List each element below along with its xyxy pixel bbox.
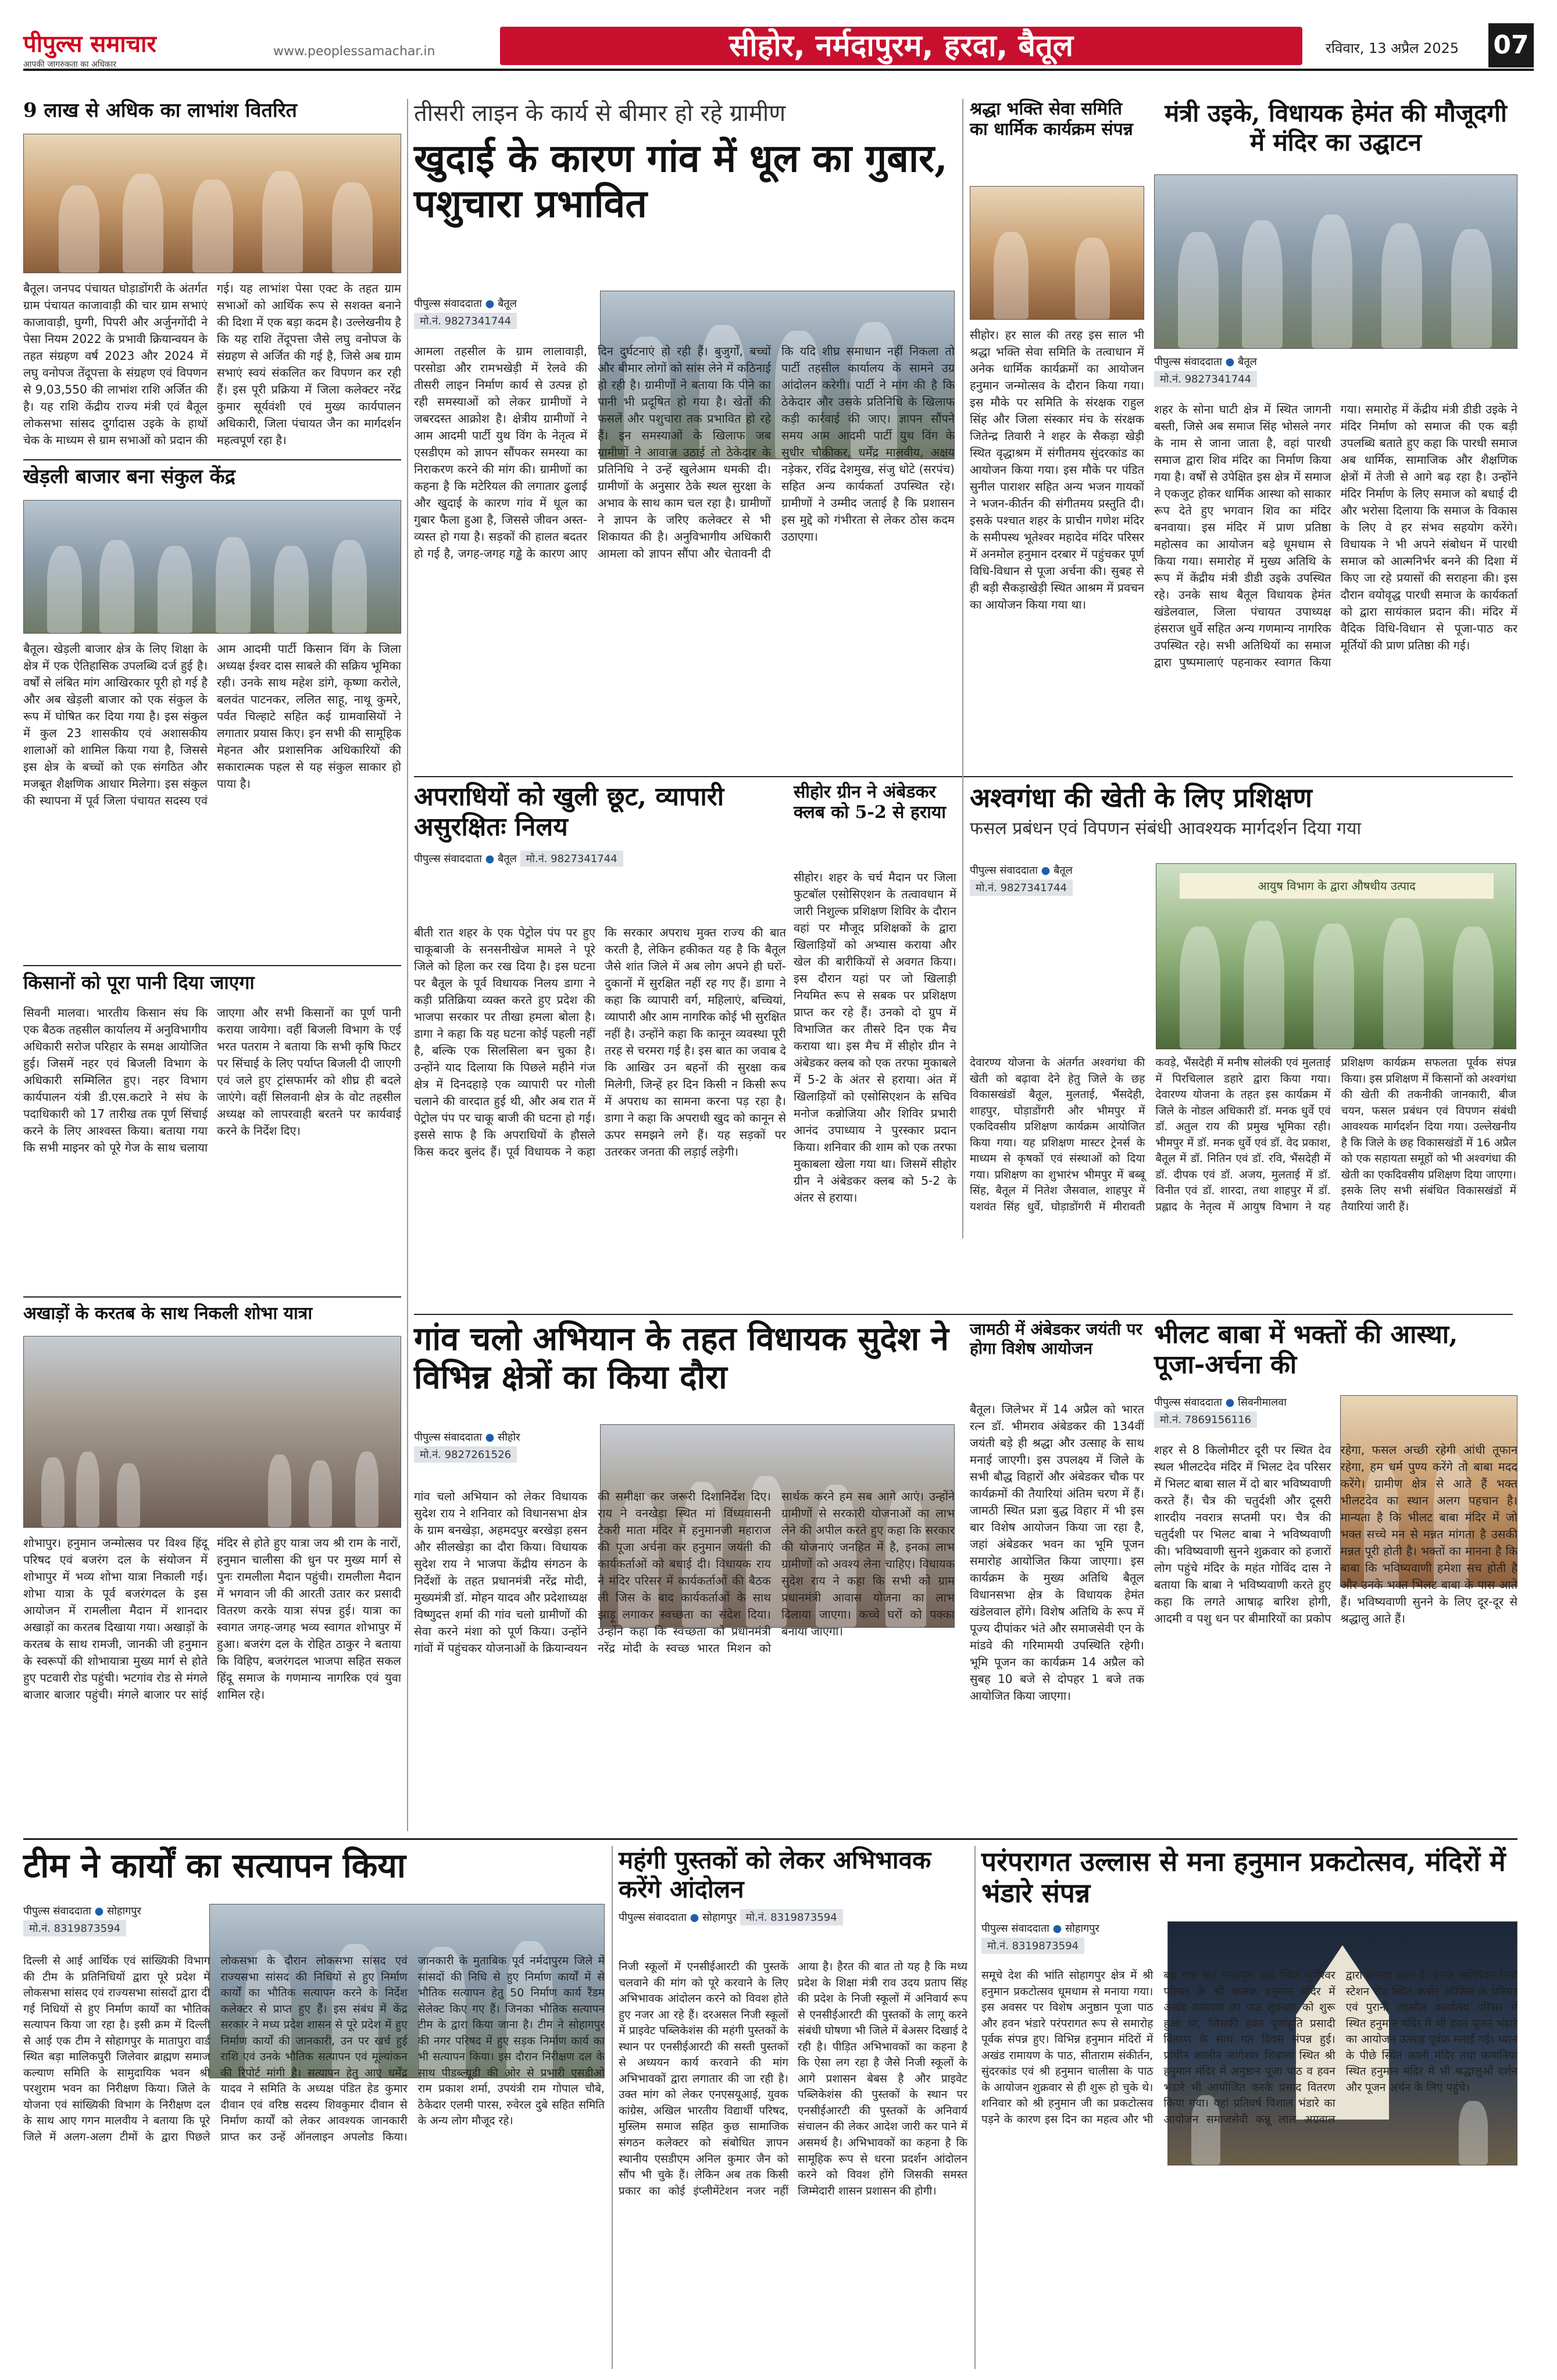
headline: किसानों को पूरा पानी दिया जाएगा xyxy=(23,971,255,994)
byline xyxy=(619,1907,967,1925)
bullet-icon: ● xyxy=(485,1431,495,1443)
reporter-mobile: मो.नं. 9827341744 xyxy=(1154,371,1257,387)
reporter-mobile: मो.नं. 7869156116 xyxy=(1154,1411,1257,1428)
headline: 9 लाख से अधिक का लाभांश वितरित xyxy=(23,99,297,122)
story-shraddha xyxy=(970,99,1144,767)
headline: खुदाई के कारण गांव में धूल का गुबार, पशुचारा प्रभावित xyxy=(414,135,948,226)
newspaper-logo[interactable] xyxy=(23,27,267,67)
bullet-icon: ● xyxy=(1225,1396,1235,1409)
reporter-name: पीपुल्स संवाददाता xyxy=(1154,356,1222,368)
story-verify xyxy=(23,1846,605,2369)
story-criminals xyxy=(414,782,786,1305)
story-body: सीहोर। शहर के चर्च मैदान पर जिला फुटबॉल एसोसिएशन के तत्वावधान में जारी निशुल्क प्रशिक्षण शिविर के दौरान वहां पर मौजूद प्रशिक्षकों के द्वारा खिलाड़ियों को अभ्यास कराया और खेल की बारीकियों से अवगत किया। इस दौरान यहां पर जो खिलाड़ी नियमित रूप से सबक पर प्रशिक्षण प्राप्त कर रहे हैं। उनको दो ग्रुप में विभाजित कर तीसरे दिन एक मैच कराया था। इस मैच में सीहोर ग्रीन ने अंबेडकर क्लब को एक तरफा मुकाबले में 5-2 के अंतर से हराया। अंत में खिलाड़ियों को एसोसिएशन के सचिव मनोज कन्नोजिया और शिविर प्रभारी आनंद उपाध्याय ने पुरस्कार प्रदान किया। शनिवार की शाम को एक तरफा मुकाबला खेला गया था। जिसमें सीहोर ग्रीन ने अंबेडकर क्लब को 5-2 के अंतर से हराया। xyxy=(794,870,956,1205)
bullet-icon: ● xyxy=(690,1911,699,1924)
story-body: गांव चलो अभियान को लेकर विधायक सुदेश राय ने शनिवार को विधानसभा क्षेत्र के ग्राम बनखेड़ा, अहमदपुर बरखेड़ा हसन और सीलखेड़ा का दौरा किया। विधायक सुदेश राय ने भाजपा केंद्रीय संगठन के निर्देशों के तहत प्रधानमंत्री नरेंद्र मोदी, मुख्यमंत्री डॉ. मोहन यादव और प्रदेशाध्यक्ष विष्णुदत्त शर्मा की गांव चलो ग्रामीणों की सेवा करने मंशा को पूर्ण किया। उन्होंने गांवों में पहुंचकर योजनाओं के क्रियान्वयन की समीक्षा कर जरूरी दिशानिर्देश दिए। राय ने वनखेड़ा स्थित मां विंध्यवासनी टेकरी माता मंदिर में हनुमानजी महाराज की पूजा अर्चना कर हनुमान जयंती की कार्यकर्ताओं को बधाई दी। विधायक राय ने मंदिर परिसर में कार्यकर्ताओं की बैठक ली जिस के बाद कार्यकर्ताओं के साथ झाड़ू लगाकर स्वच्छता का संदेश दिया। उन्होंने कहा कि स्वच्छता को प्रधानमंत्री नरेंद्र मोदी के स्वच्छ भारत मिशन को सार्थक करने हम सब आगे आएं। उन्होंने ग्रामीणों से सरकारी योजनाओं का लाभ लेने की अपील करते हुए कहा कि सरकार की योजनाएं जनहित में है, इनका लाभ ग्रामीणों को अवश्य लेना चाहिए। विधायक सुदेश राय ने कहा कि सभी को ग्राम प्रधानमंत्री आवास योजना का लाभ दिलाया जाएगा। कच्चे घरों को पक्का बनाया जाएगा। xyxy=(414,1489,955,1655)
story-photo xyxy=(23,500,401,634)
story-dividend xyxy=(23,99,401,453)
bullet-icon: ● xyxy=(1225,356,1235,368)
story-body: देवारण्य योजना के अंतर्गत अश्वगंधा की खेती को बढ़ावा देने हेतु जिले के छह विकासखंडों बैतूल, मुलताई, भैंसदेही, शाहपुर, घोड़ाडोंगरी और भीमपुर में एकदिवसीय प्रशिक्षण कार्यक्रम आयोजित किया गया। यह प्रशिक्षण मास्टर ट्रेनर्स के माध्यम से कृषकों एवं संस्थाओं को दिया गया। प्रशिक्षण का शुभारंभ भीमपुर में बब्बू सिंह, बैतूल में नितेश जैसवाल, शाहपुर में यशवंत सिंह धुर्वे, घोड़ाडोंगरी में मीरावती कवड़े, भैंसदेही में मनीष सोलंकी एवं मुलताई में पिरचिलाल डहारे द्वारा किया गया। देवारण्य योजना के तहत इस कार्यक्रम में जिले के नोडल अधिकारी डॉ. मनक धुर्वे एवं डॉ. अतुल राय की प्रमुख भूमिका रही। भीमपुर में डॉ. मनक धुर्वे एवं डॉ. वेद प्रकाश, बैतूल में डॉ. नितिन एवं डॉ. रवि, भैंसदेही में डॉ. दीपक एवं डॉ. अजय, मुलताई में डॉ. विनीत एवं डॉ. शारदा, तथा शाहपुर में डॉ. प्रह्लाद के नेतृत्व में आयुष विभाग ने यह प्रशिक्षण कार्यक्रम सफलता पूर्वक संपन्न किया। इस प्रशिक्षण में किसानों को अश्वगंधा की खेती की तकनीकी जानकारी, बीज चयन, फसल प्रबंधन एवं विपणन संबंधी आवश्यक मार्गदर्शन दिया गया। उल्लेखनीय है कि जिले के छह विकासखंडों में 16 अप्रैल को एक सहायता समूहों को भी अश्वगंधा की खेती का एकदिवसीय प्रशिक्षण दिया जाएगा। इसके लिए सभी संबंधित विकासखंडों में तैयारियां जारी हैं। xyxy=(970,1056,1516,1213)
dateline: सिवनीमालवा xyxy=(1238,1396,1287,1409)
story-books xyxy=(619,1846,967,2369)
story-body: दिल्ली से आई आर्थिक एवं सांख्यिकी विभाग की टीम के प्रतिनिधियों द्वारा पूरे प्रदेश में लोकसभा सांसद एवं राज्यसभा सांसदों द्वारा दी गई निधियों से हुए निर्माण कार्यों का भौतिक सत्यापन किया जा रहा है। इसी क्रम में दिल्ली से आई एक टीम ने सोहागपुर के मातापुरा वार्ड स्थित बड़ा मालिकपुरी जिलेवार ब्राह्मण समाज कल्याण समिति के सामुदायिक भवन श्री परशुराम भवन का निरीक्षण किया। जिले के योजना एवं सांख्यिकी विभाग के निरीक्षण दल के साथ आए गगन मालवीय ने बताया कि पूरे जिले में अलग-अलग टीमों के द्वारा पिछले लोकसभा के दौरान लोकसभा सांसद एवं राज्यसभा सांसद की निधियों से हुए निर्माण कार्यों का भौतिक सत्यापन करने के निर्देश कलेक्टर से प्राप्त हुए हैं। इस संबंध में केंद्र सरकार ने मध्य प्रदेश शासन से पूरे प्रदेश में हुए निर्माण कार्यों की जानकारी, उन पर खर्च हुई राशि एवं उनके भौतिक सत्यापन एवं मूल्यांकन की रिपोर्ट मांगी है। सत्यापन हेतु आए धर्मेंद्र यादव ने समिति के अध्यक्ष पंडित हेड कुमार दीवान एवं वरिष्ठ सदस्य शिवकुमार दीवान से निर्माण कार्यों को लेकर आवश्यक जानकारी प्राप्त कर उन्हें ऑनलाइन अपलोड किया। जानकारी के मुताबिक पूर्व नर्मदापुरम जिले में सांसदों की निधि से हुए निर्माण कार्यों में से भौतिक सत्यापन हेतु 50 निर्माण कार्य रैंडम सेलेक्ट किए गए हैं। जिनका भौतिक सत्यापन टीम के द्वारा किया जाना है। टीम ने सोहागपुर की नगर परिषद में हुए सड़क निर्माण कार्य का भी सत्यापन किया। इस दौरान निरीक्षण दल के साथ पीडब्ल्यूडी की ओर से प्रभारी एसडीओ राम प्रकाश शर्मा, उपयंत्री राम गोपाल चौबे, ठेकेदार एलमी पारस, रुवेरल दुबे सहित समिति के अन्य लोग मौजूद रहे। xyxy=(23,1954,605,2144)
dateline: सोहागपुर xyxy=(1065,1922,1099,1935)
reporter-mobile: मो.नं. 9827341744 xyxy=(414,313,517,329)
dateline: सोहागपुर xyxy=(107,1905,141,1917)
masthead xyxy=(23,23,1534,71)
story-subhead: फसल प्रबंधन एवं विपणन संबंधी आवश्यक मार्गदर्शन दिया गया xyxy=(970,819,1362,839)
story-ashwagandha xyxy=(970,782,1516,1235)
story-body: शोभापुर। हनुमान जन्मोत्सव पर विश्व हिंदू परिषद एवं बजरंग दल के संयोजन में शोभापुर में भव्य शोभा यात्रा निकाली गई। शोभा यात्रा के पूर्व बजरंगदल के इस आयोजन में रामलीला मैदान में शानदार अखाड़ों का करतब दिखाया गया। अखाड़ों के करतब के साथ रामजी, जानकी जी हनुमान के स्वरूपों की शोभायात्रा मुख्य मार्ग से होते हुए पटवारी रोड पहुंची। भटगांव रोड से मंगले बाजार बाजार पहुंची। मंगले बाजार पर सांई मंदिर से होते हुए यात्रा जय श्री राम के नारों, हनुमान चालीसा की धुन पर मुख्य मार्ग से पुनः रामलीला मैदान पहुंची। रामलीला मैदान में भगवान जी की आरती उतार कर प्रसादी वितरण करके यात्रा संपन्न हुई। यात्रा का स्वागत जगह-जगह भव्य स्वागत शोभापुर में हुआ। बजरंग दल के रोहित ठाकुर ने बताया कि विहिप, बजरंगदल भाजपा सहित सकल हिंदू समाज के गणमान्य नागरिक एवं युवा शामिल रहे। xyxy=(23,1536,401,1702)
headline: सीहोर ग्रीन ने अंबेडकर क्लब को 5-2 से हराया xyxy=(794,782,947,823)
story-body: सिवनी मालवा। भारतीय किसान संघ कि एक बैठक तहसील कार्यालय में अनुविभागीय अधिकारी सरोज परिहार के समक्ष आयोजित हुई। जिसमें नहर एवं बिजली विभाग के अधिकारी सम्मिलित हुए। नहर विभाग कार्यपालन यंत्री डी.एस.कटारे ने संघ के पदाधिकारी को 17 तारीख तक पूर्ण सिंचाई करने के लिए आश्वस्त किया। बताया गया कि सभी माइनर को पूरे गेज के साथ चलाया जाएगा और सभी किसानों का पूर्ण पानी कराया जायेगा। वहीं बिजली विभाग के एई भरत पतराम ने बताया कि सभी कृषि फिटर पर सिंचाई के लिए पर्याप्त बिजली दी जाएगी एवं जले हुए ट्रांसफार्मर को शीघ्र ही बदले जाएंगे। वहीं सिलवानी क्षेत्र के वोट तहसील अध्यक्ष को लापरवाही बरतने पर कार्यवाई करने के निर्देश दिए। xyxy=(23,1006,401,1155)
byline xyxy=(414,1430,588,1463)
story-photo xyxy=(970,186,1144,320)
headline: भीलट बाबा में भक्तों की आस्था, पूजा-अर्चना की xyxy=(1154,1320,1458,1380)
reporter-mobile: मो.नं. 9827341744 xyxy=(970,880,1073,896)
bullet-icon: ● xyxy=(1041,864,1051,877)
reporter-mobile: मो.नं. 9827341744 xyxy=(520,850,623,867)
headline: अपराधियों को खुली छूट, व्यापारी असुरक्षितः निलय xyxy=(414,782,724,842)
reporter-name: पीपुल्स संवाददाता xyxy=(23,1905,91,1917)
bullet-icon: ● xyxy=(94,1905,104,1917)
dateline: बैतूल xyxy=(1054,864,1073,877)
byline xyxy=(1154,1395,1329,1428)
story-village xyxy=(414,1320,955,1831)
dateline: बैतूल xyxy=(498,298,517,310)
brand-tagline: आपकी जागरुकता का अधिकार xyxy=(23,60,117,69)
story-farmers xyxy=(23,972,401,1286)
reporter-name: पीपुल्स संवाददाता xyxy=(981,1922,1049,1935)
page-number: 07 xyxy=(1488,23,1534,67)
headline: जामठी में अंबेडकर जयंती पर होगा विशेष आयोजन xyxy=(970,1320,1142,1359)
issue-date: रविवार, 13 अप्रैल 2025 xyxy=(1326,40,1459,56)
story-photo xyxy=(1156,863,1516,1049)
headline: अश्वगंधा की खेती के लिए प्रशिक्षण xyxy=(970,782,1312,813)
story-dust xyxy=(414,99,955,767)
dateline: सीहोर xyxy=(498,1431,520,1443)
story-hanuman xyxy=(981,1846,1517,2369)
headline: परंपरागत उल्लास से मना हनुमान प्रकटोत्सव, मंदिरों में भंडारे संपन्न xyxy=(981,1846,1506,1909)
reporter-name: पीपुल्स संवाददाता xyxy=(619,1911,687,1924)
reporter-name: पीपुल्स संवाददाता xyxy=(414,298,482,310)
byline xyxy=(1154,355,1329,387)
byline xyxy=(414,296,588,329)
reporter-name: पीपुल्स संवाददाता xyxy=(970,864,1038,877)
reporter-name: पीपुल्स संवाददाता xyxy=(414,852,482,865)
website-link[interactable]: www.peoplessamachar.in xyxy=(273,44,435,59)
byline xyxy=(23,1904,198,1936)
dateline: सोहागपुर xyxy=(702,1911,737,1924)
headline: महंगी पुस्तकों को लेकर अभिभावक करेंगे आंदोलन xyxy=(619,1846,931,1903)
headline: टीम ने कार्यों का सत्यापन किया xyxy=(23,1846,406,1885)
story-kicker: तीसरी लाइन के कार्य से बीमार हो रहे ग्रामीण xyxy=(414,100,786,127)
story-body: बैतूल। खेड़ली बाजार क्षेत्र के लिए शिक्षा के क्षेत्र में एक ऐतिहासिक उपलब्धि दर्ज हुई है। वर्षों से लंबित मांग आखिरकार पूरी हो गई है और अब खेड़ली बाजार को एक संकुल के रूप में घोषित कर दिया गया है। इस संकुल में कुल 23 शासकीय एवं अशासकीय शालाओं को शामिल किया गया है, जिससे इस क्षेत्र के बच्चों को एक संगठित और मजबूत शैक्षणिक आधार मिलेगा। इस संकुल की स्थापना में पूर्व जिला पंचायत सदस्य एवं आम आदमी पार्टी किसान विंग के जिला अध्यक्ष ईश्वर दास साबले की सक्रिय भूमिका रही। उनके साथ महेश डांगे, कृष्णा करोले, बलवंत पाटनकर, ललित साहू, नाथू कुमरे, पर्वत चिल्हाटे सहित कई ग्रामवासियों ने लगातार प्रयास किए। इन सभी की सामूहिक मेहनत और प्रशासनिक अधिकारियों की सकारात्मक पहल से यह संकुल साकार हो पाया है। xyxy=(23,642,401,807)
story-body: शहर से 8 किलोमीटर दूरी पर स्थित देव स्थल भीलटदेव मंदिर में भिलट देव परिसर में भिलट बाबा साल में दो बार भविष्यवाणी करते हैं। चैत्र की चतुर्दशी और दूसरी शारदीय नवरात्र सप्तमी पर। चैत्र की चतुर्दशी पर भिलट बाबा ने भविष्यवाणी की। भविष्यवाणी सुनने शुक्रवार को हजारों लोग पहुंचे मंदिर के महंत गोविंद दास ने बताया कि बाबा ने भविष्यवाणी करते हुए कहा कि लगते आषाढ़ बारिश होगी, आदमी व पशु धन पर बीमारियों का प्रकोप रहेगा, फसल अच्छी रहेगी आंधी तूफान रहेगा, हम धर्म पुण्य करेंगे तो बाबा मदद करेंगे। ग्रामीण क्षेत्र से आते हैं भक्त भीलटदेव का स्थान अलग पहचान है। मान्यता है कि भीलट बाबा मंदिर में जो भक्त सच्चे मन से मन्नत मांगता है उसकी मन्नत पूरी होती है। भक्तों का मानना है कि बाबा कि भविष्यवाणी हमेशा सच होती है और उनके भक्त भिलट बाबा के पास आते हैं। भविष्यवाणी सुनने के लिए दूर-दूर से श्रद्धालु आते हैं। xyxy=(1154,1443,1517,1625)
story-khedli xyxy=(23,465,401,959)
headline: खेड़ली बाजार बना संकुल केंद्र xyxy=(23,465,235,488)
districts-banner: सीहोर, नर्मदापुरम, हरदा, बैतूल xyxy=(500,27,1302,65)
headline: श्रद्धा भक्ति सेवा समिति का धार्मिक कार्यक्रम संपन्न xyxy=(970,99,1133,140)
headline: मंत्री उइके, विधायक हेमंत की मौजूदगी में मंदिर का उद्घाटन xyxy=(1165,99,1507,156)
reporter-name: पीपुल्स संवाददाता xyxy=(414,1431,482,1443)
photo-banner: आयुष विभाग के द्वारा औषधीय उत्पाद xyxy=(1180,873,1494,899)
byline xyxy=(981,1921,1156,1954)
story-body: आमला तहसील के ग्राम लालावाड़ी, परसोडा और रामभखेड़ी में रेलवे की तीसरी लाइन निर्माण कार्य से उत्पन्न हो रही समस्याओं को लेकर ग्रामीणों ने जबरदस्त आक्रोश है। क्षेत्रीय ग्रामीणों ने आम आदमी पार्टी युथ विंग के नेतृत्व में एसडीएम को ज्ञापन सौंपकर समस्या का निराकरण करने की मांग की। ग्रामीणों का कहना है कि मटेरियल की लगातार ढुलाई और खुदाई के कारण गांव में धूल का गुबार फैला हुआ है, जिससे जीवन अस्त-व्यस्त हो गया है। सड़कों की हालत बदतर हो गई है, जगह-जगह गड्ढे के कारण आए दिन दुर्घटनाएं हो रही हैं। बुजुर्गों, बच्चों और बीमार लोगों को सांस लेने में कठिनाई हो रही है। ग्रामीणों ने बताया कि पीने का पानी भी प्रदूषित हो गया है। खेतों की फसलें और पशुचारा तक प्रभावित हो रहे हैं। इन समस्याओं के खिलाफ जब ग्रामीणों ने आवाज उठाई तो ठेकेदार के प्रतिनिधि ने उन्हें खुलेआम धमकी दी। ग्रामीणों के अनुसार ठेके स्थल सुरक्षा के अभाव के साथ काम चल रहा है। ग्रामीणों ने ज्ञापन के जरिए कलेक्टर से भी शिकायत की है। अनुविभागीय अधिकारी आमला को ज्ञापन सौंपा और चेतावनी दी कि यदि शीघ्र समाधान नहीं निकला तो पार्टी तहसील कार्यालय के सामने उग्र आंदोलन करेगी। पार्टी ने मांग की है कि ठेकेदार और उसके प्रतिनिधि के खिलाफ कड़ी कार्रवाई की जाए। ज्ञापन सौंपने समय आम आदमी पार्टी युथ विंग के सुधीर चौकीकर, धर्मेंद्र मालवीय, अक्षय नड़ेकर, रविंद्र देशमुख, संजु धोटे (सरपंच) सहित अन्य कार्यकर्ता उपस्थित रहे। ग्रामीणों ने उम्मीद जताई है कि प्रशासन इस मुद्दे को गंभीरता से लेकर ठोस कदम उठाएगा। xyxy=(414,344,955,560)
story-photo xyxy=(23,134,401,273)
story-body: बैतूल। जिलेभर में 14 अप्रैल को भारत रत्न डॉ. भीमराव अंबेडकर की 134वीं जयंती बड़े ही श्रद्धा और उत्साह के साथ मनाई जाएगी। इस उपलक्ष्य में जिले के सभी बौद्ध विहारों और अंबेडकर चौक पर कार्यक्रमों की तैयारियां अंतिम चरण में हैं। जामठी स्थित प्रज्ञा बुद्ध विहार में भी इस बार विशेष आयोजन किया जा रहा है, जहां अंबेडकर भवन का भूमि पूजन समारोह आयोजित किया जाएगा। इस कार्यक्रम के मुख्य अतिथि बैतूल विधानसभा क्षेत्र के विधायक हेमंत खंडेलवाल होंगे। विशेष अतिथि के रूप में पूज्य दीपांकर भंते और समाजसेवी एन के मांडवे की गरिमामयी उपस्थिति रहेगी। भूमि पूजन का कार्यक्रम 14 अप्रैल को सुबह 10 बजे से दोपहर 1 बजे तक आयोजित किया जाएगा। xyxy=(970,1402,1144,1703)
story-bhilat xyxy=(1154,1320,1517,1831)
story-shobha xyxy=(23,1303,401,1832)
story-body: निजी स्कूलों में एनसीईआरटी की पुस्तकें चलवाने की मांग को पूरे करवाने के लिए अभिभावक आंदोलन करने को विवश होते हुए नजर आ रहे हैं। दरअसल निजी स्कूलों में प्राइवेट पब्लिकेशंस की महंगी पुस्तकों के स्थान पर एनसीईआरटी की सस्ती पुस्तकों से अध्ययन कार्य करवाने की मांग अभिभावकों द्वारा लगातार की जा रही है। उक्त मांग को लेकर एनएसयूआई, युवक कांग्रेस, अखिल भारतीय विद्यार्थी परिषद, मुस्लिम समाज सहित कुछ सामाजिक संगठन कलेक्टर को संबोधित ज्ञापन स्थानीय एसडीएम अनिल कुमार जैन को सौंप भी चुके हैं। लेकिन अब तक किसी प्रकार का कोई इंप्लीमेंटेशन नजर नहीं आया है। हैरत की बात तो यह है कि मध्य प्रदेश के शिक्षा मंत्री राव उदय प्रताप सिंह की प्रदेश के निजी स्कूलों में अनिवार्य रूप से एनसीईआरटी की पुस्तकों के लागू करने संबंधी घोषणा भी जिले में बेअसर दिखाई दे रही है। पीड़ित अभिभावकों का कहना है कि ऐसा लग रहा है जैसे निजी स्कूलों के आगे प्रशासन बेबस है और प्राइवेट पब्लिकेशंस की पुस्तकों के स्थान पर एनसीईआरटी की पुस्तकों के अनिवार्य संचालन की लेकर आदेश जारी कर पाने में असमर्थ है। अभिभावकों का कहना है कि सामूहिक रूप से धरना प्रदर्शन आंदोलन करने को विवश होंगे जिसकी समस्त जिम्मेदारी शासन प्रशासन की होगी। xyxy=(619,1960,967,2197)
reporter-name: पीपुल्स संवाददाता xyxy=(1154,1396,1222,1409)
story-body: सीहोर। हर साल की तरह इस साल भी श्रद्धा भक्ति सेवा समिति के तत्वाधान में अनेक धार्मिक कार्यक्रमों का आयोजन हनुमान जन्मोत्सव के दौरान किया गया। इस मौके पर समिति के संरक्षक राहुल सिंह और जिला संस्कार मंच के संरक्षक जितेन्द्र तिवारी ने शहर के सैकड़ा खेड़ी स्थित वृद्धाश्रम में संगीतमय सुंदरकांड का आयोजन किया गया। इस मौके पर पंडित सुनील पाराशर सहित अन्य भजन गायकों ने भजन-कीर्तन की संगीतमय प्रस्तुति दी। इसके पश्चात शहर के प्राचीन गणेश मंदिर के समीपस्थ भूतेश्वर महादेव मंदिर परिसर में अनमोल हनुमान दरबार में पहुंचकर पूर्ण विधि-विधान से पूजा अर्चना की। सुबह से ही बड़ी सैकड़ाखेड़ी स्थित आश्रम में प्रवचन का आयोजन किया गया था। xyxy=(970,328,1144,612)
story-photo xyxy=(1154,174,1517,349)
reporter-mobile: मो.नं. 9827261526 xyxy=(414,1446,517,1463)
story-body: शहर के सोना घाटी क्षेत्र में स्थित जागनी बस्ती, जिसे अब समाज सिंह भोसले नगर के नाम से जाना जाता है, वहां पारधी समाज द्वारा शिव मंदिर का निर्माण किया गया है। वर्षों से उपेक्षित इस क्षेत्र में समाज ने एकजुट होकर धार्मिक आस्था को साकार रूप देते हुए भगवान शिव का मंदिर बनवाया। इस मंदिर में प्राण प्रतिष्ठा महोत्सव का आयोजन बड़े धूमधाम से किया गया। समारोह में मुख्य अतिथि के रूप में केंद्रीय मंत्री डीडी उइके उपस्थित रहे। उनके साथ बैतूल विधायक हेमंत खंडेलवाल, जिला पंचायत उपाध्यक्ष हंसराज धुर्वे सहित अन्य गणमान्य नागरिक उपस्थित रहे। सभी अतिथियों का समाज द्वारा पुष्पमालाएं पहनाकर स्वागत किया गया। समारोह में केंद्रीय मंत्री डीडी उइके ने मंदिर निर्माण को समाज की एक बड़ी उपलब्धि बताते हुए कहा कि पारधी समाज अब धार्मिक, सामाजिक और शैक्षणिक क्षेत्रों में तेजी से आगे बढ़ रहा है। उन्होंने मंदिर निर्माण के लिए समाज को बधाई दी और भरोसा दिलाया कि समाज के विकास के लिए वे हर संभव सहयोग करेंगे। विधायक ने भी अपने संबोधन में पारधी समाज को आत्मनिर्भर बनने की दिशा में किए जा रहे प्रयासों की सराहना की। इस दौरान वयोवृद्ध पारधी समाज के कार्यकर्ता को द्वारा सायंकाल प्रदान की। मंदिर में वैदिक विधि-विधान से पूजा-पाठ कर मूर्तियों की प्राण प्रतिष्ठा की गई। xyxy=(1154,402,1517,669)
reporter-mobile: मो.नं. 8319873594 xyxy=(23,1920,126,1936)
story-photo xyxy=(23,1336,401,1528)
bullet-icon: ● xyxy=(485,298,495,310)
dateline: बैतूल xyxy=(498,852,517,865)
byline xyxy=(970,863,1144,896)
story-football xyxy=(794,782,956,1305)
story-body: बीती रात शहर के एक पेट्रोल पंप पर हुए चाकूबाजी के सनसनीखेज मामले ने पूरे जिले को हिला कर रख दिया है। इस घटना पर बैतूल के पूर्व विधायक निलय डागा ने कड़ी प्रतिक्रिया व्यक्त करते हुए प्रदेश की भाजपा सरकार पर तीखा हमला बोला है। डागा ने कहा कि यह घटना कोई पहली नहीं है, बल्कि एक सिलसिला बन चुका है। उन्होंने याद दिलाया कि पिछले महीने गंज क्षेत्र में दिनदहाड़े एक व्यापारी पर गोली चलाने की वारदात हुई थी, और अब रात में पेट्रोल पंप पर चाकू बाजी की घटना हो गई। इससे साफ है कि अपराधियों के हौसले किस कदर बुलंद हैं। पूर्व विधायक ने कहा कि सरकार अपराध मुक्त राज्य की बात करती है, लेकिन हकीकत यह है कि बैतूल जैसे शांत जिले में अब लोग अपने ही घरों-दुकानों में सुरक्षित नहीं रह गए हैं। डागा ने कहा कि व्यापारी वर्ग, महिलाएं, बच्चियां, व्यापारी और आम नागरिक कोई भी सुरक्षित नहीं है। उन्होंने कहा कि कानून व्यवस्था पूरी तरह से चरमरा गई है। इस बात का जवाब दे कि आखिर उन बहनों की सुरक्षा कब मिलेगी, जिन्हें हर दिन किसी न किसी रूप में अपराध का सामना करना पड़ रहा है। डागा ने कहा कि अपराधी खुद को कानून से ऊपर समझने लगे हैं। यह सड़कों पर उतरकर जनता की लड़ाई लड़ेगी। xyxy=(414,925,786,1159)
headline: अखाड़ों के करतब के साथ निकली शोभा यात्रा xyxy=(23,1303,313,1324)
reporter-mobile: मो.नं. 8319873594 xyxy=(981,1938,1084,1954)
dateline: बैतूल xyxy=(1238,356,1257,368)
byline xyxy=(414,848,786,867)
story-jamdi xyxy=(970,1320,1144,1831)
story-body: समूचे देश की भांति सोहागपुर क्षेत्र में श्री हनुमान प्रकटोत्सव धूमधाम से मनाया गया। इस अवसर पर विशेष अनुष्ठान पूजा पाठ और हवन भंडारे परंपरागत रूप से समारोह पूर्वक संपन्न हुए। विभिन्न हनुमान मंदिरों में अखंड रामायण के पाठ, सीताराम संकीर्तन, सुंदरकांड एवं श्री हनुमान चालीसा के पाठ के आयोजन शुक्रवार से ही शुरू हो चुके थे। शनिवार को श्री हनुमान जी का प्रकटोत्सव पड़ने के कारण इस दिन का महत्व और भी बढ़ गया था। मातापुरा वार्ड स्थित पुर्णेश्वर परिसर के श्री बालक हनुमान मंदिर में अखंड रामायण का पाठ शुक्रवार को शुरू हुआ था, जिसकी हवन पूर्णाहुति प्रसादी वितरण के साथ गत दिवस संपन्न हुई। प्राचीन कालीन जागेश्वर शिवाला स्थित श्री हनुमान मंदिर में अनुष्ठान पूजा पाठ व हवन भंडारे भी आयोजित करके प्रसाद वितरण किया गया। यहां प्रतिवर्ष विशाल भंडारे का आयोजन समाजसेवी कन्नू लाल अग्रवाल द्वारा कराया जाता है। इसके अतिरिक्त रेलवे स्टेशन रोड स्थित कबीर ऑफिस के परिसर एवं पुरानी तहसील कार्यालय परिसर में स्थित हनुमान मंदिर में भी हवन पूजन भंडारे का आयोजन उत्साह पूर्वक मनाई गई। ध्यान के पीछे स्थित काली मंदिर तथा कमानिया स्थित हनुमान मंदिर में भी श्रद्धालुओं दर्शन और पूजन अर्चन के लिए पहुंचे। xyxy=(981,1969,1517,2126)
story-body: बैतूल। जनपद पंचायत घोड़ाडोंगरी के अंतर्गत ग्राम पंचायत काजावाड़ी की चार ग्राम सभाएं काजावाड़ी, घुग्गी, पिपरी और अर्जुनगोंदी ने पेसा नियम 2022 के प्रभावी क्रियान्वयन के तहत संग्रहण वर्ष 2023 और 2024 में लघु वनोपज तेंदूपत्ता के संग्रहण एवं विपणन से 9,03,550 की लाभांश राशि अर्जित की है। यह राशि केंद्रीय राज्य मंत्री एवं बैतूल लोकसभा सांसद दुर्गादास उइके के हाथों चेक के माध्यम से ग्राम सभाओं को प्रदान की गई। यह लाभांश पेसा एक्ट के तहत ग्राम सभाओं को आर्थिक रूप से सशक्त बनाने की दिशा में एक बड़ा कदम है। उल्लेखनीय है कि यह राशि तेंदूपत्ता जैसे लघु वनोपज के संग्रहण से अर्जित की गई है, जिसे अब ग्राम सभाएं स्वयं संकलित कर विपणन कर रही हैं। इस पूरी प्रक्रिया में जिला कलेक्टर नरेंद्र कुमार सूर्यवंशी एवं मुख्य कार्यपालन अधिकारी, जिला पंचायत जैन का मार्गदर्शन महत्वपूर्ण रहा है। xyxy=(23,281,401,447)
story-temple xyxy=(1154,99,1517,767)
brand-name: पीपुल्स समाचार xyxy=(23,31,156,58)
bullet-icon: ● xyxy=(485,852,495,865)
reporter-mobile: मो.नं. 8319873594 xyxy=(740,1909,843,1925)
headline: गांव चलो अभियान के तहत विधायक सुदेश ने विभिन्न क्षेत्रों का किया दौरा xyxy=(414,1320,949,1397)
bullet-icon: ● xyxy=(1052,1922,1062,1935)
